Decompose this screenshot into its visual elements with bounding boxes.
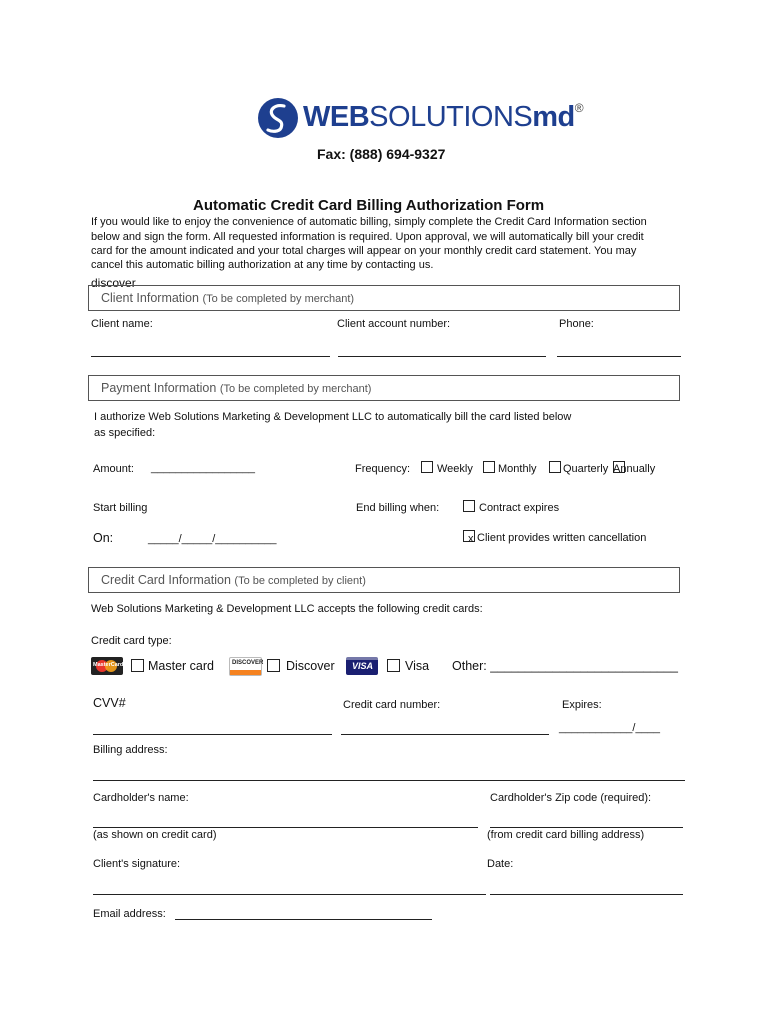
accepted-cards-text: Web Solutions Marketing & Development LLC accepts the following credit cards:	[91, 603, 483, 615]
discover-logo-icon	[229, 657, 262, 676]
other-card-field[interactable]: Other: ___________________________	[452, 659, 678, 673]
expires-field[interactable]: ____________/____	[559, 722, 660, 734]
logo-registered: ®	[574, 101, 584, 115]
intro-line-4: cancel this automatic billing authorization at any time by contacting us.	[91, 259, 434, 271]
visa-checkbox[interactable]	[387, 659, 400, 672]
company-logo	[257, 97, 584, 139]
swirl-logo-icon	[257, 97, 299, 139]
client-cancellation-mark: x	[468, 533, 474, 545]
billing-address-field[interactable]	[93, 780, 685, 781]
cardholder-name-label: Cardholder's name:	[93, 792, 189, 804]
intro-line-3: card for the amount indicated and your total charges will appear on your monthly credit card statement. You may	[91, 245, 637, 257]
card-info-title-text: Credit Card Information	[101, 573, 231, 587]
card-info-note: (To be completed by client)	[234, 575, 366, 587]
visa-label: Visa	[405, 659, 430, 673]
payment-info-note: (To be completed by merchant)	[219, 383, 372, 395]
quarterly-label: Quarterly	[563, 463, 609, 475]
authorize-line-2: as specified:	[94, 427, 156, 439]
signature-field[interactable]	[93, 894, 486, 895]
client-info-title-text: Client Information	[101, 291, 199, 305]
amount-label: Amount:	[93, 463, 134, 475]
weekly-checkbox[interactable]	[421, 461, 433, 473]
phone-label: Phone:	[559, 318, 594, 330]
email-label: Email address:	[93, 908, 166, 920]
form-title: Automatic Credit Card Billing Authorization Form	[193, 197, 545, 214]
mastercard-label: Master card	[148, 659, 214, 673]
expires-label: Expires:	[562, 699, 602, 711]
phone-field[interactable]	[557, 356, 681, 357]
amount-field[interactable]: _________________	[151, 462, 256, 474]
contract-expires-label: Contract expires	[479, 502, 560, 514]
client-info-title	[101, 291, 354, 305]
as-shown-note: (as shown on credit card)	[93, 829, 217, 841]
discover-checkbox[interactable]	[267, 659, 280, 672]
card-info-title	[101, 573, 366, 587]
payment-info-title	[101, 381, 371, 395]
start-billing-label: Start billing	[93, 502, 148, 514]
date-label: Date:	[487, 858, 514, 870]
cardholder-name-field[interactable]	[93, 827, 478, 828]
mastercard-checkbox[interactable]	[131, 659, 144, 672]
cardholder-zip-field[interactable]	[490, 827, 683, 828]
payment-info-title-text: Payment Information	[101, 381, 217, 395]
start-date-field[interactable]: _____/_____/__________	[148, 533, 277, 545]
on-label: On:	[93, 531, 114, 545]
contract-expires-checkbox[interactable]	[463, 500, 475, 512]
mastercard-logo-text: MasterCard	[93, 662, 124, 668]
card-number-label: Credit card number:	[343, 699, 441, 711]
logo-md: md	[532, 101, 575, 133]
weekly-label: Weekly	[437, 463, 473, 475]
client-cancellation-label: Client provides written cancellation	[477, 532, 647, 544]
card-type-label: Credit card type:	[91, 635, 172, 647]
signature-label: Client's signature:	[93, 858, 181, 870]
cvv-label: CVV#	[93, 696, 126, 710]
email-field[interactable]	[175, 919, 432, 920]
stray-text: discover	[91, 276, 136, 290]
client-name-field[interactable]	[91, 356, 330, 357]
annually-label: Annually	[613, 463, 656, 475]
billing-address-label: Billing address:	[93, 744, 168, 756]
logo-solutions: SOLUTIONS	[369, 101, 533, 133]
discover-logo-text: DISCOVER	[232, 660, 264, 666]
logo-web: WEB	[303, 101, 370, 133]
date-field[interactable]	[490, 894, 683, 895]
account-number-field[interactable]	[338, 356, 546, 357]
account-number-label: Client account number:	[337, 318, 451, 330]
intro-line-1: If you would like to enjoy the convenience of automatic billing, simply complete the Credit Card Information section	[91, 216, 647, 228]
fax-number: Fax: (888) 694-9327	[317, 146, 446, 162]
end-billing-label: End billing when:	[356, 502, 440, 514]
client-name-label: Client name:	[91, 318, 153, 330]
discover-label: Discover	[286, 659, 335, 673]
client-info-note: (To be completed by merchant)	[202, 293, 355, 305]
visa-logo-text: VISA	[352, 661, 374, 671]
cardholder-zip-label: Cardholder's Zip code (required):	[490, 792, 652, 804]
from-address-note: (from credit card billing address)	[487, 829, 645, 841]
card-number-field[interactable]	[341, 734, 549, 735]
visa-logo-icon	[346, 657, 378, 675]
monthly-label: Monthly	[498, 463, 537, 475]
authorize-line-1: I authorize Web Solutions Marketing & Development LLC to automatically bill the card listed below	[94, 411, 572, 423]
cvv-field[interactable]	[93, 734, 332, 735]
intro-line-2: below and sign the form. All requested information is required. Upon approval, we will automatically bill your credit	[91, 231, 644, 243]
monthly-checkbox[interactable]	[483, 461, 495, 473]
quarterly-checkbox[interactable]	[549, 461, 561, 473]
mastercard-logo-icon	[91, 657, 123, 675]
frequency-label: Frequency:	[355, 463, 411, 475]
